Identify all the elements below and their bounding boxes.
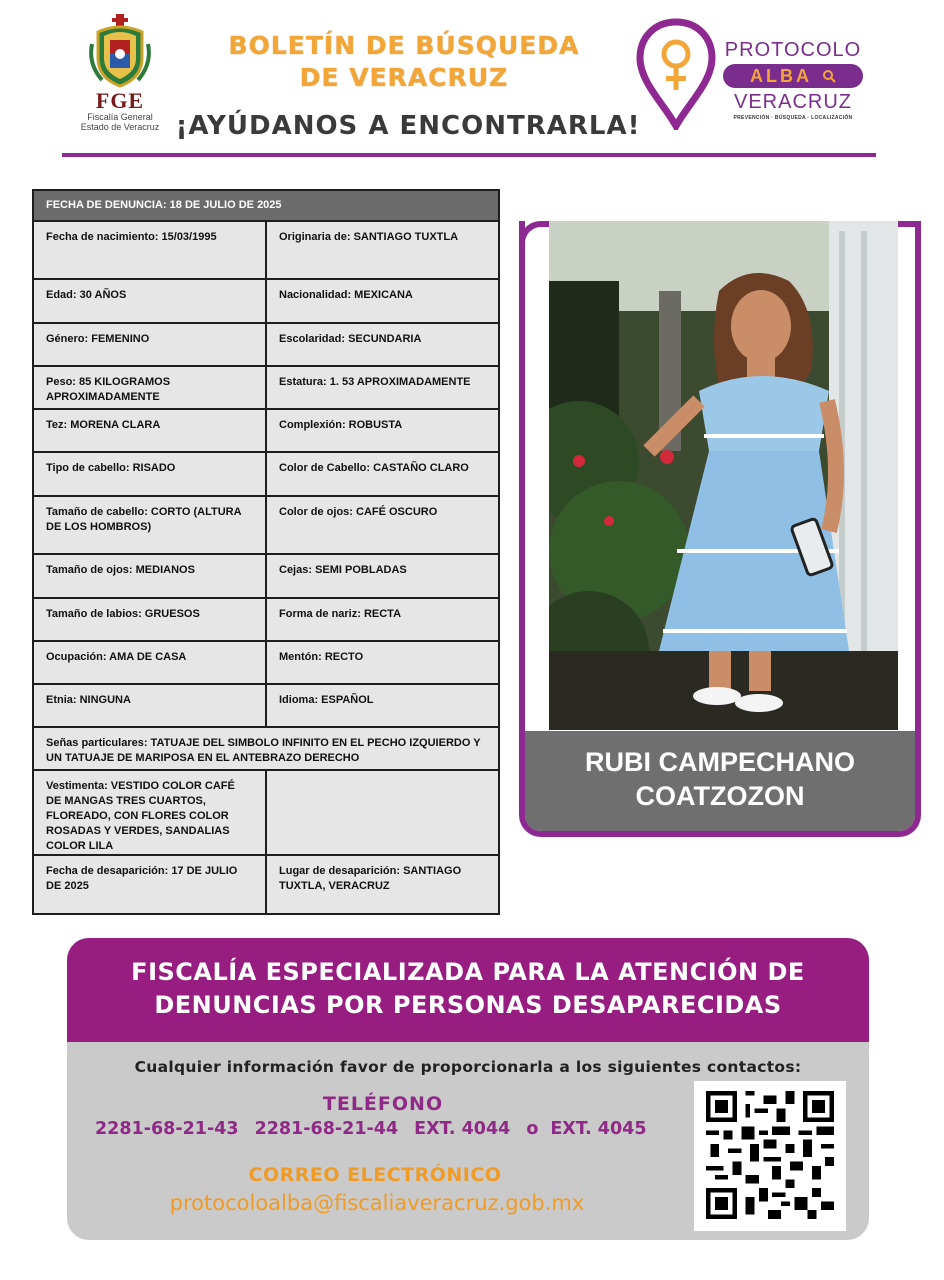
hair-color: Color de Cabello: CASTAÑO CLARO [266,452,499,496]
table-row [33,684,499,727]
fiscalia-heading [67,938,869,1042]
name-line-2: COATZOZON [635,781,805,811]
hair-length: Tamaño de cabello: CORTO (ALTURA DE LOS HOMBROS) [33,496,266,554]
clothing-empty [266,770,499,855]
alba-pill-text: ALBA [750,65,812,86]
email-label: CORREO ELECTRÓNICO [248,1164,502,1186]
table-row [33,727,499,770]
schooling: Escolaridad: SECUNDARIA [266,323,499,366]
eyebrows: Cejas: SEMI POBLADAS [266,554,499,598]
hair-type: Tipo de cabello: RISADO [33,452,266,496]
email-link[interactable]: protocoloalba@fiscaliaveracruz.gob.mx [169,1191,585,1215]
header-divider [62,153,876,157]
extension-1: EXT. 4044 [414,1119,511,1139]
table-row [33,770,499,855]
table-row [33,366,499,409]
table-row [33,409,499,452]
table-header-row [33,190,499,221]
heading-line-1: FISCALÍA ESPECIALIZADA PARA LA ATENCIÓN DE [131,958,805,986]
fge-line1: Fiscalía General [87,112,153,122]
heading-line-2: DENUNCIAS POR PERSONAS DESAPARECIDAS [154,991,782,1019]
disappearance-date: Fecha de desaparición: 17 DE JULIO DE 2025 [33,855,266,914]
table-row [33,554,499,598]
build: Complexión: ROBUSTA [266,409,499,452]
phone-label: TELÉFONO [322,1093,444,1115]
alba-tagline: PREVENCIÓN · BÚSQUEDA · LOCALIZACIÓN [733,115,853,121]
complexion-skin: Tez: MORENA CLARA [33,409,266,452]
fge-acronym: FGE [95,88,145,113]
protocolo-alba-logo [718,38,868,122]
gender: Género: FEMENINO [33,323,266,366]
eye-size: Tamaño de ojos: MEDIANOS [33,554,266,598]
extension-2: EXT. 4045 [550,1119,647,1139]
bulletin-subtitle: ¡AYÚDANOS A ENCONTRARLA! [175,111,641,141]
description-table [32,189,500,915]
language: Idioma: ESPAÑOL [266,684,499,727]
table-row [33,279,499,323]
title-line-2: DE VERACRUZ [299,63,509,92]
nationality: Nacionalidad: MEXICANA [266,279,499,323]
table-row [33,598,499,641]
age: Edad: 30 AÑOS [33,279,266,323]
ethnicity: Etnia: NINGUNA [33,684,266,727]
chin: Mentón: RECTO [266,641,499,684]
birth-date: Fecha de nacimiento: 15/03/1995 [33,221,266,279]
person-photo-illustration [549,221,898,730]
name-line-1: RUBI CAMPECHANO [585,747,855,777]
contact-instructions: Cualquier información favor de proporcionarla a los siguientes contactos: [134,1058,802,1076]
bulletin-title [200,30,608,94]
height: Estatura: 1. 53 APROXIMADAMENTE [266,366,499,409]
table-row [33,496,499,554]
occupation: Ocupación: AMA DE CASA [33,641,266,684]
qr-code-icon [706,1091,834,1219]
table-row [33,323,499,366]
alba-pill [723,64,863,88]
phone-number-2[interactable]: 2281-68-21-44 [254,1119,399,1139]
eye-color: Color de ojos: CAFÉ OSCURO [266,496,499,554]
disappearance-place: Lugar de desaparición: SANTIAGO TUXTLA, VERACRUZ [266,855,499,914]
table-row [33,452,499,496]
or-separator: o [526,1119,539,1139]
alba-line3: VERACRUZ [733,91,852,113]
table-row [33,641,499,684]
contact-panel [67,938,869,1240]
phone-numbers [95,1119,663,1139]
qr-code[interactable] [694,1081,846,1231]
phone-number-1[interactable]: 2281-68-21-43 [95,1119,239,1139]
photo-card [519,221,921,837]
person-name [525,731,915,831]
coat-of-arms-icon [88,14,152,90]
clothing: Vestimenta: VESTIDO COLOR CAFÉ DE MANGAS TRES CUARTOS, FLOREADO, CON FLORES COLOR ROSADAS Y VERDES, SANDALIAS COLOR LILA [33,770,266,855]
fge-line2: Estado de Veracruz [80,122,160,132]
title-line-1: BOLETÍN DE BÚSQUEDA [228,31,580,60]
weight: Peso: 85 KILOGRAMOS APROXIMADAMENTE [33,366,266,409]
alba-line1: PROTOCOLO [724,39,862,61]
lip-size: Tamaño de labios: GRUESOS [33,598,266,641]
fge-logo [72,14,168,144]
bulletin-header [0,0,944,160]
magnifier-icon [822,69,836,83]
table-row [33,855,499,914]
nose-shape: Forma de nariz: RECTA [266,598,499,641]
denuncia-date: FECHA DE DENUNCIA: 18 DE JULIO DE 2025 [33,190,499,221]
table-row [33,221,499,279]
origin: Originaria de: SANTIAGO TUXTLA [266,221,499,279]
distinguishing-marks: Señas particulares: TATUAJE DEL SIMBOLO INFINITO EN EL PECHO IZQUIERDO Y UN TATUAJE DE MARIPOSA EN EL ANTEBRAZO DERECHO [33,727,499,770]
female-location-pin-icon [636,18,716,130]
person-photo [549,221,898,730]
